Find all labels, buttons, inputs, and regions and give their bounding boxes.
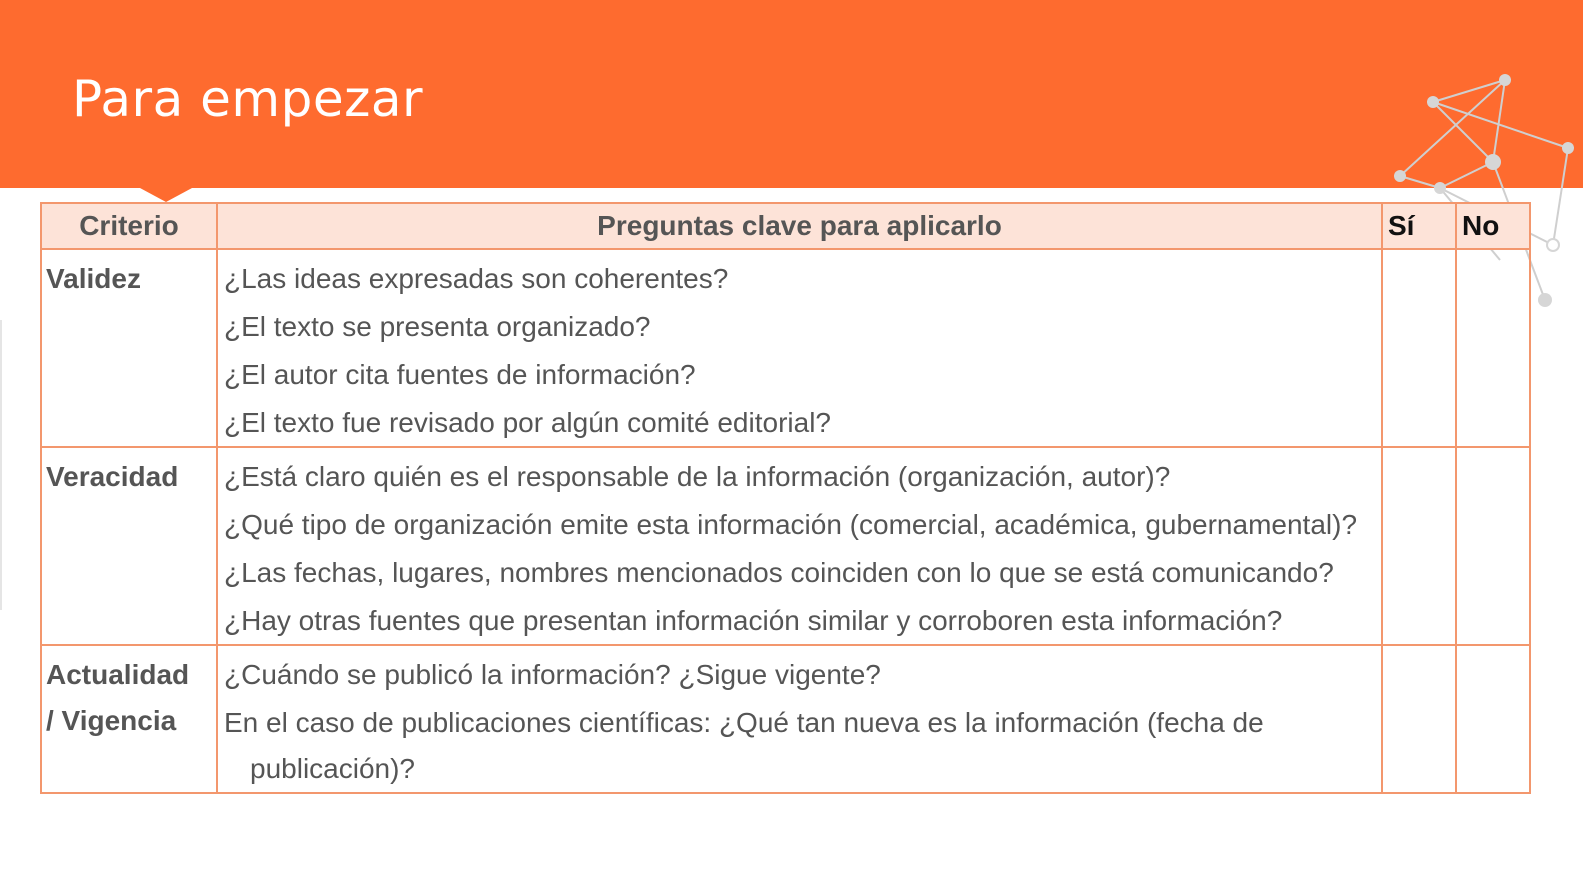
question-item: ¿El texto se presenta organizado?: [224, 311, 651, 342]
no-cell[interactable]: [1456, 249, 1530, 447]
question-item: ¿El autor cita fuentes de información?: [224, 359, 696, 390]
question-item: ¿Qué tipo de organización emite esta información (comercial, académica, gubernamental)?: [224, 509, 1358, 540]
question-item: ¿El texto fue revisado por algún comité editorial?: [224, 407, 831, 438]
header-notch: [140, 188, 192, 202]
question-item: En el caso de publicaciones científicas: ¿Qué tan nueva es la información (fecha de publicación)?: [224, 707, 1264, 784]
no-cell[interactable]: [1456, 447, 1530, 645]
table-row-validez: [41, 249, 1530, 447]
criterion-label-cont: / Vigencia: [46, 705, 177, 736]
header-preguntas: Preguntas clave para aplicarlo: [217, 203, 1382, 249]
criterion-cell: [41, 249, 217, 447]
no-cell[interactable]: [1456, 645, 1530, 793]
criterion-label: Actualidad: [46, 659, 190, 690]
question-item: ¿Las fechas, lugares, nombres mencionados coinciden con lo que se está comunicando?: [224, 557, 1334, 588]
criterion-label: Validez: [46, 263, 141, 294]
criterion-label: Veracidad: [46, 461, 179, 492]
question-item: ¿Hay otras fuentes que presentan información similar y corroboren esta información?: [224, 605, 1283, 636]
table-row-actualidad: [41, 645, 1530, 793]
questions-cell: [217, 645, 1382, 793]
header-no: No: [1456, 203, 1530, 249]
questions-cell: [217, 249, 1382, 447]
header-criterio: Criterio: [41, 203, 217, 249]
table-header-row: [41, 203, 1530, 249]
question-item: ¿Las ideas expresadas son coherentes?: [224, 263, 729, 294]
criteria-table: [40, 202, 1531, 794]
criterion-cell: [41, 447, 217, 645]
slide-title: Para empezar: [72, 70, 424, 128]
left-edge-rule: [0, 320, 2, 610]
header-si: Sí: [1382, 203, 1456, 249]
question-item: ¿Está claro quién es el responsable de la información (organización, autor)?: [224, 461, 1171, 492]
questions-cell: [217, 447, 1382, 645]
si-cell[interactable]: [1382, 249, 1456, 447]
criterion-cell: [41, 645, 217, 793]
si-cell[interactable]: [1382, 447, 1456, 645]
question-item: ¿Cuándo se publicó la información? ¿Sigue vigente?: [224, 659, 881, 690]
table-row-veracidad: [41, 447, 1530, 645]
si-cell[interactable]: [1382, 645, 1456, 793]
slide-header-band: [0, 0, 1583, 188]
